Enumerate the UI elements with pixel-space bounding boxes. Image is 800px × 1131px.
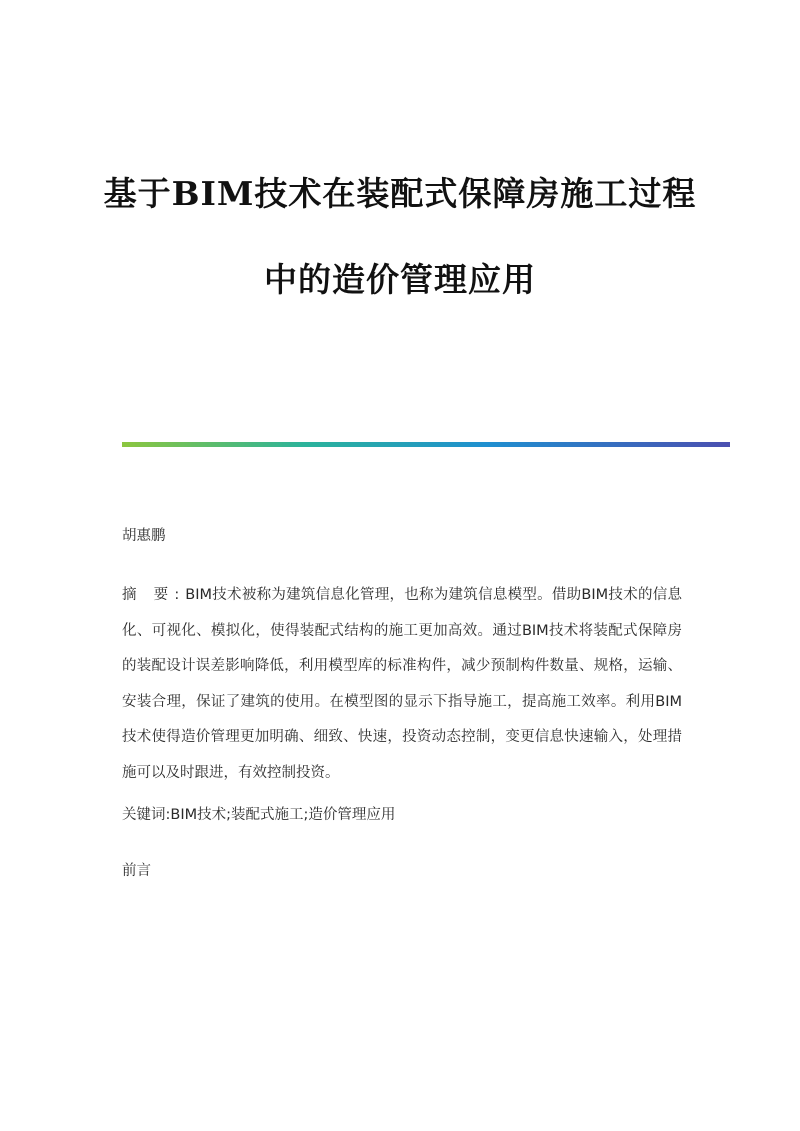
abstract-label: 摘 要: xyxy=(122,587,186,603)
abstract-paragraph xyxy=(122,578,682,791)
title-line-1: 基于BIM技术在装配式保障房施工过程 xyxy=(103,174,697,213)
gradient-divider xyxy=(122,442,730,447)
keywords-label: 关键词: xyxy=(122,807,171,823)
section-heading-preface: 前言 xyxy=(122,863,151,879)
title-line-2: 中的造价管理应用 xyxy=(264,260,536,299)
paper-title xyxy=(70,170,730,304)
abstract-text: BIM技术被称为建筑信息化管理，也称为建筑信息模型。借助BIM技术的信息化、可视化、模拟化，使得装配式结构的施工更加高效。通过BIM技术将装配式保障房的装配设计误差影响降低，利用模型库的标准构件，减少预制构件数量、规格，运输、安装合理，保证了建筑的使用。在模型图的显示下指导施工，提高施工效率。利用BIM技术使得造价管理更加明确、细致、快速，投资动态控制，变更信息快速输入，处理措施可以及时跟进，有效控制投资。 xyxy=(122,587,682,781)
keywords-text: BIM技术;装配式施工;造价管理应用 xyxy=(170,807,396,823)
author-name: 胡惠鹏 xyxy=(122,528,166,544)
keywords-line xyxy=(122,805,682,825)
paper-body xyxy=(122,526,682,881)
